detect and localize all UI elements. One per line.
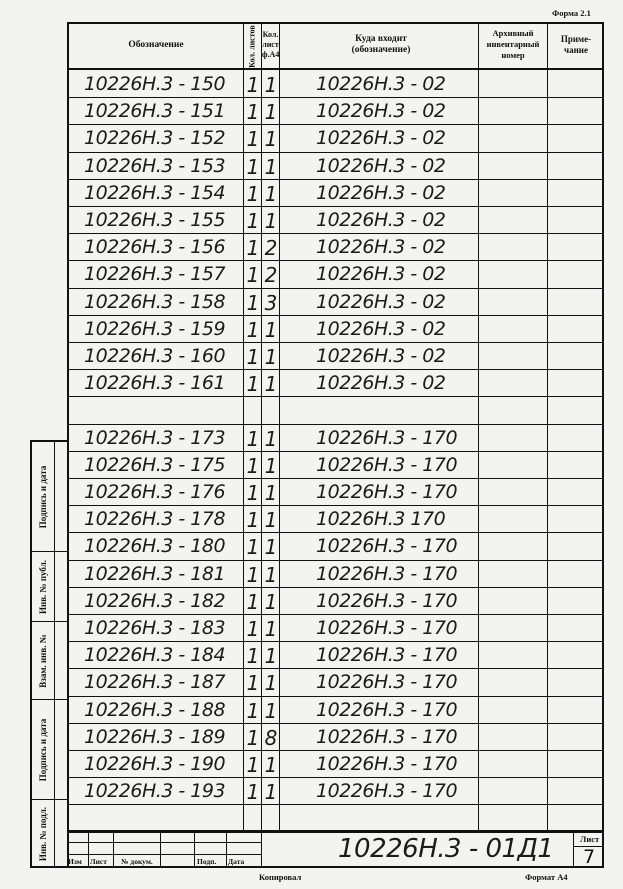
sheets-a4-cell: 1 [264, 73, 278, 97]
sheets-a4-cell: 1 [264, 617, 278, 641]
designation-cell: 10226Н.3 - 150 [84, 73, 226, 95]
sheets-count-cell: 1 [246, 562, 260, 587]
sheets-a4-cell: 1 [264, 345, 278, 369]
designation-cell: 10226Н.3 - 189 [84, 725, 226, 748]
designation-cell: 10226Н.3 - 158 [84, 290, 226, 313]
designation-cell: 10226Н.3 - 154 [84, 181, 226, 204]
sheet-number: 7 [582, 846, 596, 868]
title-col-izm: Изм [68, 857, 82, 866]
where-used-cell: 10226Н.3 - 170 [316, 426, 458, 449]
sheets-count-cell: 1 [246, 698, 260, 723]
sheets-count-cell: 1 [246, 263, 260, 288]
stub-cell [32, 700, 69, 800]
row-line [67, 206, 604, 207]
sheets-count-cell: 1 [246, 372, 260, 397]
where-used-cell: 10226Н.3 - 02 [316, 181, 446, 204]
designation-cell: 10226Н.3 - 153 [84, 154, 226, 177]
sheets-a4-cell: 2 [264, 263, 278, 288]
sheets-count-cell: 1 [246, 317, 260, 342]
row-line [67, 478, 604, 479]
sheets-a4-cell: 1 [264, 508, 278, 533]
where-used-cell: 10226Н.3 - 170 [316, 453, 458, 476]
where-used-cell: 10226Н.3 - 02 [316, 372, 446, 395]
where-used-cell: 10226Н.3 - 02 [316, 73, 446, 95]
designation-cell: 10226Н.3 - 161 [84, 372, 226, 395]
row-line [67, 369, 604, 370]
designation-cell: 10226Н.3 - 159 [84, 317, 226, 340]
row-line [67, 560, 604, 561]
row-line [67, 614, 604, 615]
sheets-a4-cell: 1 [264, 426, 278, 451]
sheets-a4-cell: 1 [264, 644, 278, 669]
title-col-list: Лист [90, 857, 107, 866]
designation-cell: 10226Н.3 - 182 [84, 589, 226, 612]
sheets-a4-cell: 1 [264, 372, 278, 397]
where-used-cell: 10226Н.3 - 170 [316, 780, 458, 803]
designation-cell: 10226Н.3 - 187 [84, 671, 226, 694]
where-used-cell: 10226Н.3 - 02 [316, 317, 446, 340]
sheets-count-cell: 1 [246, 154, 260, 179]
sheets-count-cell: 1 [246, 589, 260, 614]
designation-cell: 10226Н.3 - 152 [84, 127, 226, 150]
sheets-count-cell: 1 [246, 780, 260, 805]
sheets-a4-cell: 1 [264, 780, 278, 805]
row-line [67, 97, 604, 98]
sheets-count-cell: 1 [246, 725, 260, 750]
sheets-count-cell: 1 [246, 753, 260, 777]
sheets-count-cell: 1 [246, 181, 260, 206]
title-col-sign: Подп. [197, 857, 217, 866]
header-sheets-a4: Кол. лист ф.А4 [262, 30, 280, 59]
row-line [67, 260, 604, 261]
col-divider [478, 22, 479, 830]
row-line [67, 124, 604, 125]
row-line [67, 668, 604, 669]
sheets-count-cell: 1 [246, 345, 260, 369]
sheets-count-cell: 1 [246, 481, 260, 505]
stub-cell [32, 442, 69, 552]
designation-cell: 10226Н.3 - 178 [84, 508, 226, 531]
row-line [67, 804, 604, 805]
sheets-count-cell: 1 [246, 508, 260, 533]
sheets-count-cell: 1 [246, 127, 260, 152]
where-used-cell: 10226Н.3 - 02 [316, 127, 446, 150]
sheets-count-cell: 1 [246, 100, 260, 125]
title-block-line [67, 854, 261, 855]
footer-format: Формат А4 [525, 872, 568, 882]
sheets-count-cell: 1 [246, 535, 260, 560]
sheets-count-cell: 1 [246, 290, 260, 315]
designation-cell: 10226Н.3 - 180 [84, 535, 226, 558]
document-number: 10226Н.3 - 01Д1 [338, 834, 554, 864]
sheets-a4-cell: 1 [264, 181, 278, 206]
sheets-a4-cell: 8 [264, 725, 278, 750]
sheets-a4-cell: 1 [264, 481, 278, 505]
sheets-a4-cell: 3 [264, 290, 278, 315]
title-block-line [67, 842, 261, 843]
designation-cell: 10226Н.3 - 181 [84, 562, 226, 585]
where-used-cell: 10226Н.3 - 02 [316, 236, 446, 259]
stub-label: Взам. инв. № [38, 633, 48, 688]
designation-cell: 10226Н.3 - 173 [84, 426, 226, 449]
where-used-cell: 10226Н.3 - 02 [316, 263, 446, 286]
row-line [67, 750, 604, 751]
stub-label: Подпись и дата [38, 465, 48, 528]
designation-cell: 10226Н.3 - 155 [84, 209, 226, 231]
sheets-a4-cell: 1 [264, 127, 278, 152]
sheets-count-cell: 1 [246, 644, 260, 669]
where-used-cell: 10226Н.3 - 170 [316, 535, 458, 558]
row-line [67, 342, 604, 343]
stub-cell [32, 622, 69, 700]
where-used-cell: 10226Н.3 - 02 [316, 209, 446, 231]
sheets-count-cell: 1 [246, 453, 260, 478]
sheets-a4-cell: 1 [264, 453, 278, 478]
sheets-a4-cell: 1 [264, 154, 278, 179]
where-used-cell: 10226Н.3 170 [316, 508, 446, 531]
designation-cell: 10226Н.3 - 160 [84, 345, 226, 367]
sheet-label: Лист [580, 834, 600, 844]
where-used-cell: 10226Н.3 - 170 [316, 698, 458, 721]
designation-cell: 10226Н.3 - 193 [84, 780, 226, 803]
sheets-count-cell: 1 [246, 73, 260, 97]
designation-cell: 10226Н.3 - 184 [84, 644, 226, 667]
designation-cell: 10226Н.3 - 175 [84, 453, 226, 476]
sheets-count-cell: 1 [246, 617, 260, 641]
header-note: Приме- чание [560, 34, 592, 55]
header-sheets-count: Кол. листов [248, 24, 258, 68]
sheets-a4-cell: 1 [264, 209, 278, 233]
where-used-cell: 10226Н.3 - 170 [316, 671, 458, 694]
designation-cell: 10226Н.3 - 156 [84, 236, 226, 259]
sheets-a4-cell: 1 [264, 671, 278, 696]
sheets-a4-cell: 1 [264, 698, 278, 723]
title-block-top [67, 830, 604, 832]
row-line [67, 641, 604, 642]
header-where-used: Куда входит (обозначение) [351, 34, 411, 55]
where-used-cell: 10226Н.3 - 02 [316, 100, 446, 123]
header-bottom-line [67, 68, 604, 70]
where-used-cell: 10226Н.3 - 170 [316, 589, 458, 612]
where-used-cell: 10226Н.3 - 170 [316, 725, 458, 748]
row-line [67, 777, 604, 778]
designation-cell: 10226Н.3 - 176 [84, 481, 226, 503]
form-label: Форма 2.1 [552, 8, 591, 18]
designation-cell: 10226Н.3 - 151 [84, 100, 226, 123]
where-used-cell: 10226Н.3 - 170 [316, 644, 458, 667]
row-line [67, 696, 604, 697]
where-used-cell: 10226Н.3 - 02 [316, 290, 446, 313]
row-line [67, 288, 604, 289]
sheets-a4-cell: 2 [264, 236, 278, 261]
col-divider [547, 22, 548, 830]
stub-cell [32, 552, 69, 622]
row-line [67, 152, 604, 153]
where-used-cell: 10226Н.3 - 170 [316, 753, 458, 775]
row-line [67, 723, 604, 724]
sheets-count-cell: 1 [246, 236, 260, 261]
where-used-cell: 10226Н.3 - 02 [316, 345, 446, 367]
where-used-cell: 10226Н.3 - 02 [316, 154, 446, 177]
sheets-a4-cell: 1 [264, 753, 278, 777]
sheets-a4-cell: 1 [264, 100, 278, 125]
row-line [67, 179, 604, 180]
sheets-count-cell: 1 [246, 671, 260, 696]
header-designation: Обозначение [128, 40, 184, 50]
designation-cell: 10226Н.3 - 157 [84, 263, 226, 286]
stub-label: Подпись и дата [38, 718, 48, 781]
row-line [67, 532, 604, 533]
row-line [67, 424, 604, 425]
sheets-a4-cell: 1 [264, 589, 278, 614]
title-col-doc: № докум. [121, 857, 153, 866]
header-archive: Архивный инвентарный номер [486, 28, 540, 60]
sheets-a4-cell: 1 [264, 562, 278, 587]
sheets-count-cell: 1 [246, 209, 260, 233]
row-line [67, 396, 604, 397]
sheets-a4-cell: 1 [264, 535, 278, 560]
where-used-cell: 10226Н.3 - 170 [316, 617, 458, 639]
designation-cell: 10226Н.3 - 188 [84, 698, 226, 721]
where-used-cell: 10226Н.3 - 170 [316, 562, 458, 585]
row-line [67, 315, 604, 316]
title-col-date: Дата [228, 857, 245, 866]
footer-copied: Копировал [259, 872, 302, 882]
stub-cell [32, 800, 69, 868]
sheets-a4-cell: 1 [264, 317, 278, 342]
row-line [67, 233, 604, 234]
row-line [67, 587, 604, 588]
designation-cell: 10226Н.3 - 190 [84, 753, 226, 775]
stub-columns [30, 440, 67, 868]
sheets-count-cell: 1 [246, 426, 260, 451]
stub-label: Инв. № публ. [38, 559, 49, 614]
where-used-cell: 10226Н.3 - 170 [316, 481, 458, 503]
row-line [67, 451, 604, 452]
designation-cell: 10226Н.3 - 183 [84, 617, 226, 639]
row-line [67, 505, 604, 506]
stub-label: Инв. № подл. [38, 806, 48, 862]
